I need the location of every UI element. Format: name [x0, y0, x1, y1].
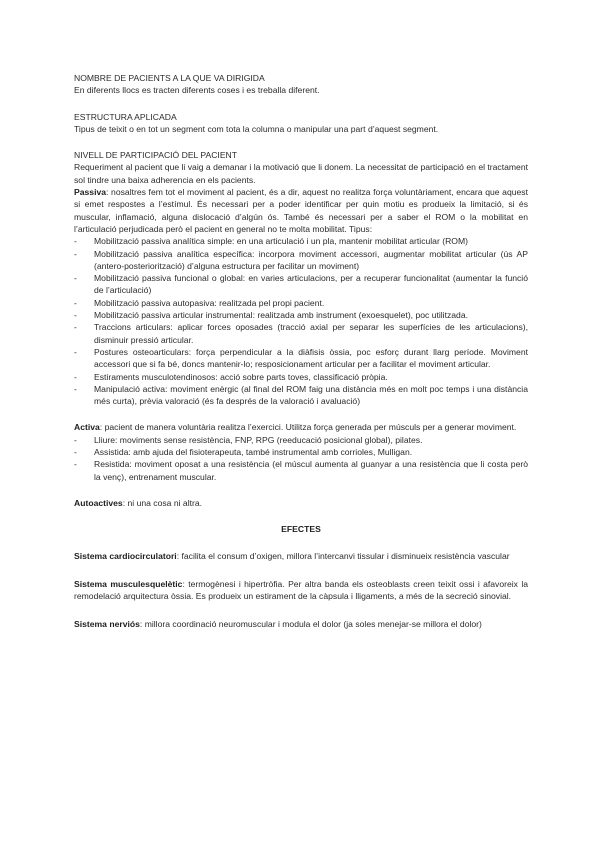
paragraph-effect-cardio [74, 550, 528, 562]
document-page [74, 72, 528, 631]
list-item: - Manipulació activa: moviment enèrgic (al final del ROM faig una distància més en molt poc temps i una distància més curta), prèvia valoració (és fa després de la valoració i avaluació) [94, 383, 528, 408]
paragraph-participation-intro: Requeriment al pacient que li vaig a demanar i la motivació que li donem. La necessitat de participació en el tractament sol tindre una baixa adherencia en els pacients. [74, 162, 528, 185]
paragraph-effect-nervous [74, 618, 528, 630]
active-list [74, 434, 528, 483]
effect-label: Sistema cardiocirculatori [74, 550, 177, 561]
autoactive-label: Autoactives [74, 497, 123, 508]
list-item: - Mobilització passiva autopasiva: realitzada pel propi pacient. [94, 297, 528, 309]
list-item: - Mobilització passiva analítica simple: en una articulació i un pla, mantenir mobilitat articular (ROM) [94, 235, 528, 247]
effect-label: Sistema nerviós [74, 619, 140, 630]
passive-text: : nosaltres fem tot el moviment al pacient, és a dir, aquest no realitza força voluntàriament, encara que aquest si emet respostes a l’estímul. És necessari per a poder identificar per quin motiu es produeix la limitació, si és muscular, inflamació, alguna dislocació d’algún ós. També és necessari per a saber el ROM o la mobilitat en l’articulació perjudicada però el pacient en general no te molta mobilitat. Tipus: [74, 187, 528, 234]
list-item: - Mobilització passiva articular instrumental: realitzada amb instrument (exoesquelet), poc utilitzada. [94, 309, 528, 321]
paragraph-target: En diferents llocs es tracten diferents coses i es treballa diferent. [74, 85, 320, 96]
list-item: - Assistida: amb ajuda del fisioterapeuta, també instrumental amb corrioles, Mulligan. [94, 446, 528, 458]
paragraph-active [74, 421, 528, 433]
list-item: - Mobilització passiva analítica específica: incorpora moviment accessori, augmentar mobilitat articular (ús AP (antero-posteriorització) d’alguna estructura per facilitar un moviment) [94, 248, 528, 273]
paragraph-passive [74, 186, 528, 235]
list-item: - Lliure: moviments sense resistència, FNP, RPG (reeducació posicional global), pilates. [94, 434, 528, 446]
passive-label: Passiva [74, 187, 107, 198]
section-heading-target: NOMBRE DE PACIENTS A LA QUE VA DIRIGIDA [74, 73, 265, 83]
active-label: Activa [74, 422, 100, 433]
effect-text: : facilita el consum d’oxigen, millora l’intercanvi tissular i disminueix resistència vascular [176, 550, 510, 561]
autoactive-text: : ni una cosa ni altra. [122, 497, 203, 508]
section-heading-participation: NIVELL DE PARTICIPACIÓ DEL PACIENT [74, 150, 238, 161]
section-heading-structure: ESTRUCTURA APLICADA [74, 111, 177, 122]
active-text: : pacient de manera voluntària realitza l’exercici. Utilitza força generada per músculs per a generar moviment. [99, 422, 517, 433]
list-item: - Estiraments musculotendinosos: acció sobre parts toves, classificació pròpia. [94, 371, 528, 383]
effect-text: : termogènesi i hipertròfia. Per altra banda els osteoblasts creen teixit ossi i afavoreix la remodelació arquitectura òssia. Es produeix un estirament de la càpsula i lligaments, a més de la secreció sinovial. [74, 578, 529, 602]
paragraph-effect-musculo [74, 578, 528, 603]
effect-label: Sistema musculesquelètic [74, 578, 183, 589]
section-heading-effects: EFECTES [281, 524, 321, 535]
paragraph-structure: Tipus de teixit o en tot un segment com tota la columna o manipular una part d’aquest segment. [74, 123, 439, 134]
effect-text: : millora coordinació neuromuscular i modula el dolor (ja soles menejar-se millora el dolor) [139, 619, 482, 630]
list-item: - Traccions articulars: aplicar forces oposades (tracció axial per separar les superfícies de les articulacions), disminuir pressió articular. [94, 321, 528, 346]
list-item: - Resistida: moviment oposat a una resistència (el múscul aumenta al guanyar a una resistència que li costa però la venç), entrenament muscular. [94, 458, 528, 483]
passive-list [74, 235, 528, 407]
paragraph-autoactive [74, 497, 528, 509]
list-item: - Mobilització passiva funcional o global: en varies articulacions, per a recuperar funcionalitat (aumentar la funció de l’articulació) [94, 272, 528, 297]
list-item: - Postures osteoarticulars: força perpendicular a la diàfisis òssia, poc esforç durant llarg període. Moviment accessori que si fa bé, doncs mantenir-lo; resposicionament articular per a facilitar el moviment articular. [94, 346, 528, 371]
